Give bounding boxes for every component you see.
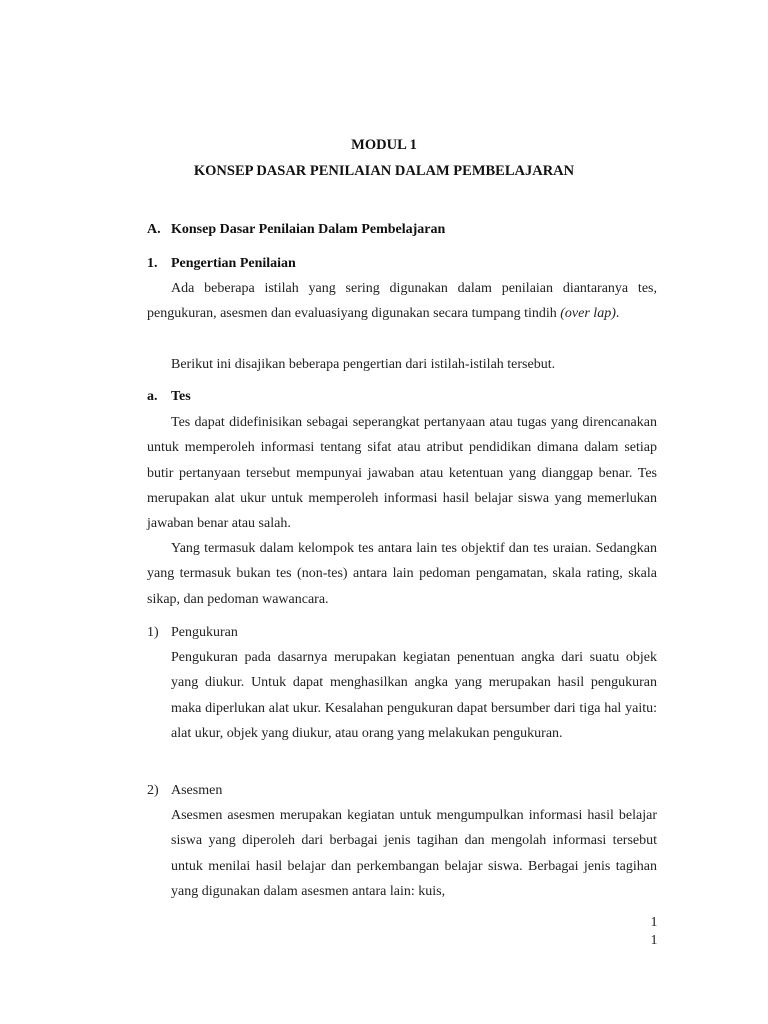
item-asesmen (147, 783, 222, 799)
item-pengukuran (147, 625, 238, 641)
paragraph-istilah (147, 276, 657, 327)
paragraph-istilah-italic: (over lap) (560, 306, 616, 322)
section-1-heading (147, 256, 296, 272)
paragraph-tes-definition: Tes dapat didefinisikan sebagai seperangkat pertanyaan atau tugas yang direncanakan untuk memperoleh informasi tentang sifat atau atribut pendidikan dimana dalam setiap butir pertanyaan tersebut mempunyai jawaban atau ketentuan yang dianggap benar. Tes merupakan alat ukur untuk memperoleh informasi hasil belajar siswa yang memerlukan jawaban benar atau salah. (147, 415, 657, 532)
section-a-heading (147, 222, 445, 238)
paragraph-istilah-text: Ada beberapa istilah yang sering digunakan dalam penilaian diantaranya tes, pengukuran, asesmen dan evaluasiyang digunakan secara tumpang tindih (147, 281, 657, 322)
section-1-label: Pengertian Penilaian (171, 256, 296, 271)
section-tes-heading (147, 389, 191, 405)
item-asesmen-label: Asesmen (171, 783, 223, 798)
section-a-label: Konsep Dasar Penilaian Dalam Pembelajaran (171, 222, 446, 237)
paragraph-asesmen: Asesmen asesmen merupakan kegiatan untuk mengumpulkan informasi hasil belajar siswa yang diperoleh dari berbagai jenis tagihan dan mengolah informasi tersebut untuk menilai hasil belajar dan perkembangan belajar siswa. Berbagai jenis tagihan yang digunakan dalam asesmen antara lain: kuis, (171, 808, 657, 899)
item-pengukuran-label: Pengukuran (171, 625, 238, 640)
section-1-number: 1. (147, 256, 158, 271)
page-number-bottom: 1 (650, 933, 658, 948)
paragraph-istilah-end: . (615, 306, 620, 322)
section-a-number: A. (147, 222, 161, 237)
section-tes-label: Tes (171, 389, 191, 404)
item-pengukuran-number: 1) (147, 625, 159, 640)
module-number: MODUL 1 (351, 137, 417, 153)
paragraph-pengukuran: Pengukuran pada dasarnya merupakan kegiatan penentuan angka dari suatu objek yang diukur. Untuk dapat menghasilkan angka yang merupakan hasil pengukuran maka diperlukan alat ukur. Kesalahan pengukuran dapat bersumber dari tiga hal yaitu: alat ukur, objek yang diukur, atau orang yang melakukan pengukuran. (171, 650, 657, 741)
page-number-top: 1 (650, 915, 658, 930)
item-asesmen-number: 2) (147, 783, 159, 798)
paragraph-kelompok-tes: Yang termasuk dalam kelompok tes antara lain tes objektif dan tes uraian. Sedangkan yang termasuk bukan tes (non-tes) antara lain pedoman pengamatan, skala rating, skala sikap, dan pedoman wawancara. (147, 541, 657, 607)
paragraph-berikut: Berikut ini disajikan beberapa pengertian dari istilah-istilah tersebut. (171, 357, 556, 372)
section-tes-number: a. (147, 389, 158, 404)
module-title: KONSEP DASAR PENILAIAN DALAM PEMBELAJARAN (193, 163, 575, 179)
